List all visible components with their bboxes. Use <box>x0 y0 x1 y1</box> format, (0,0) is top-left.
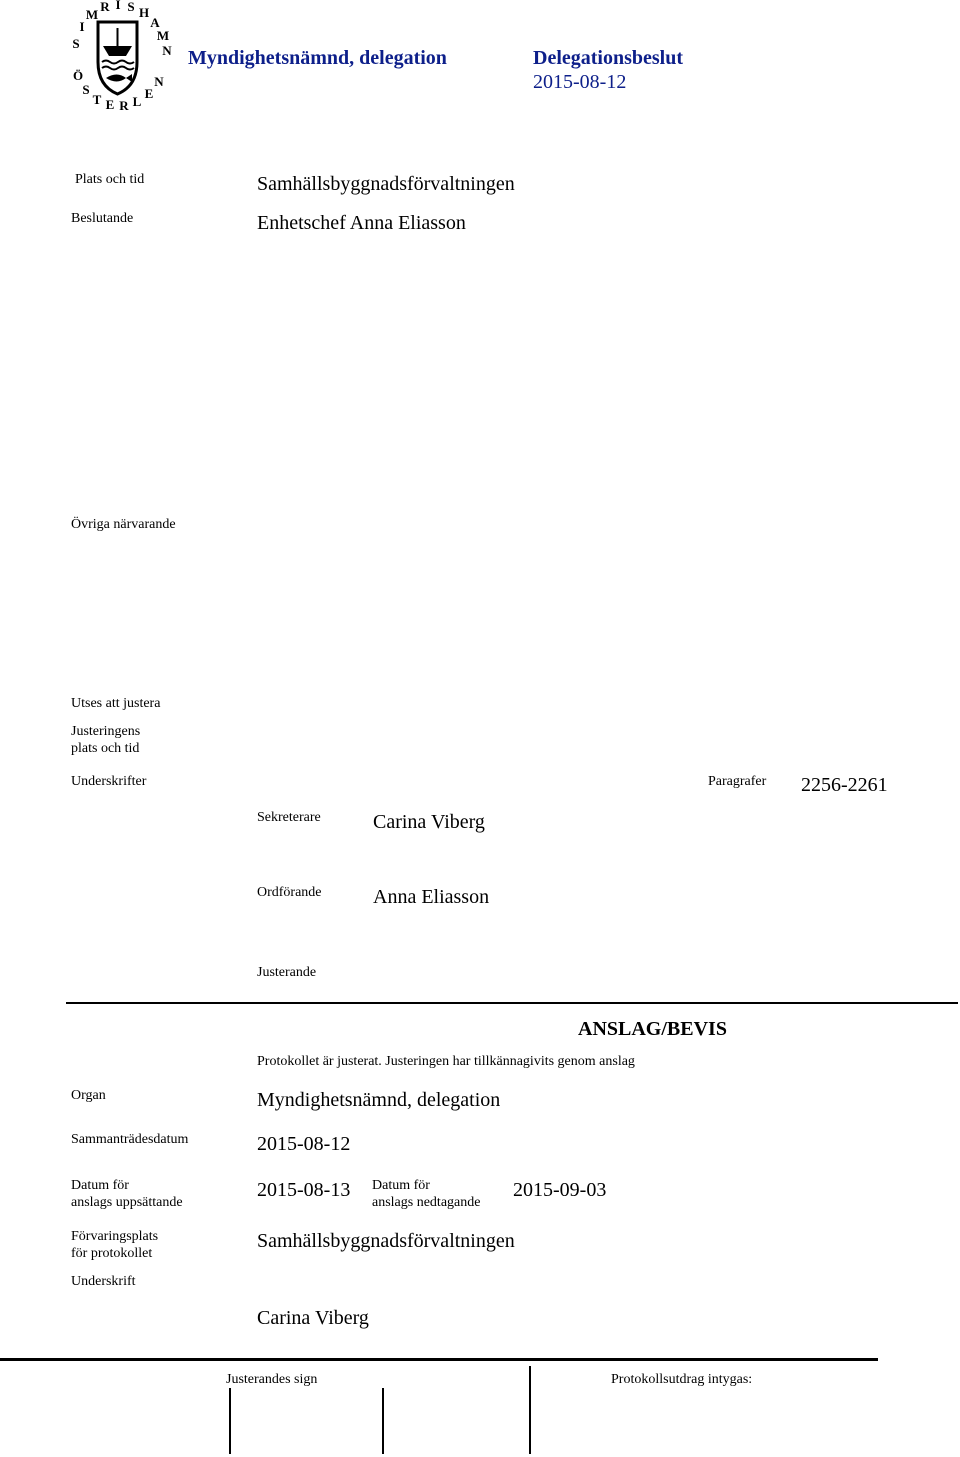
anslag-signature-name: Carina Viberg <box>257 1307 369 1329</box>
svg-text:S: S <box>82 82 90 97</box>
place-value: Samhällsbyggnadsförvaltningen <box>257 173 515 195</box>
posted-date-label-line2: anslags uppsättande <box>71 1195 183 1210</box>
decider-value: Enhetschef Anna Eliasson <box>257 212 466 234</box>
sign-box-divider-3 <box>529 1366 531 1454</box>
adjuster-label: Justerande <box>257 965 317 980</box>
removed-date-label-line2: anslags nedtagande <box>372 1195 481 1210</box>
svg-text:M: M <box>156 28 170 43</box>
removed-date-label-line1: Datum för <box>372 1178 430 1193</box>
anslag-separator-line <box>66 1002 958 1004</box>
svg-text:Ö: Ö <box>72 68 84 83</box>
svg-text:I: I <box>79 19 85 34</box>
organ-value: Myndighetsnämnd, delegation <box>257 1089 501 1111</box>
meeting-date-label: Sammanträdesdatum <box>71 1132 189 1147</box>
anslag-signature-label: Underskrift <box>71 1274 136 1289</box>
svg-text:I: I <box>115 0 121 12</box>
sign-box-divider-1 <box>229 1388 231 1454</box>
removed-date-value: 2015-09-03 <box>513 1179 607 1201</box>
header-date: 2015-08-12 <box>533 71 627 93</box>
posted-date-value: 2015-08-13 <box>257 1179 351 1201</box>
svg-text:L: L <box>132 94 142 109</box>
meeting-date-value: 2015-08-12 <box>257 1133 351 1155</box>
storage-label-line1: Förvaringsplats <box>71 1229 159 1244</box>
svg-text:E: E <box>144 86 154 101</box>
header-organ-title: Myndighetsnämnd, delegation <box>188 47 447 69</box>
svg-text:R: R <box>119 98 129 113</box>
chair-label: Ordförande <box>257 885 322 900</box>
footer-top-line <box>0 1358 878 1361</box>
organ-label: Organ <box>71 1088 106 1103</box>
adjust-place-label-line2: plats och tid <box>71 741 140 756</box>
decider-label: Beslutande <box>71 211 134 226</box>
svg-text:R: R <box>100 0 110 14</box>
place-label: Plats och tid <box>75 172 145 187</box>
storage-value: Samhällsbyggnadsförvaltningen <box>257 1230 515 1252</box>
svg-text:E: E <box>105 97 115 112</box>
svg-text:S: S <box>72 36 80 51</box>
paragraphs-label: Paragrafer <box>708 774 767 789</box>
svg-text:A: A <box>150 15 160 30</box>
svg-text:H: H <box>138 5 150 20</box>
svg-text:N: N <box>154 74 164 89</box>
anslag-statement: Protokollet är justerat. Justeringen har tillkännagivits genom anslag <box>257 1054 635 1069</box>
others-present-label: Övriga närvarande <box>71 517 176 532</box>
svg-text:T: T <box>92 92 102 107</box>
svg-text:N: N <box>162 43 172 58</box>
svg-text:M: M <box>85 7 99 22</box>
adjust-place-label-line1: Justeringens <box>71 724 141 739</box>
sign-box-divider-2 <box>382 1388 384 1454</box>
header-document-type: Delegationsbeslut <box>533 47 683 69</box>
extract-certified-label: Protokollsutdrag intygas: <box>611 1372 753 1387</box>
adjusters-sign-label: Justerandes sign <box>226 1372 318 1387</box>
svg-text:S: S <box>127 0 135 14</box>
posted-date-label-line1: Datum för <box>71 1178 129 1193</box>
chair-name: Anna Eliasson <box>373 886 490 908</box>
storage-label-line2: för protokollet <box>71 1246 153 1261</box>
secretary-label: Sekreterare <box>257 810 321 825</box>
signatures-label: Underskrifter <box>71 774 147 789</box>
adjust-label: Utses att justera <box>71 696 161 711</box>
secretary-name: Carina Viberg <box>373 811 485 833</box>
municipality-seal-logo <box>60 0 175 115</box>
anslag-title: ANSLAG/BEVIS <box>578 1018 727 1040</box>
paragraphs-value: 2256-2261 <box>801 774 888 796</box>
